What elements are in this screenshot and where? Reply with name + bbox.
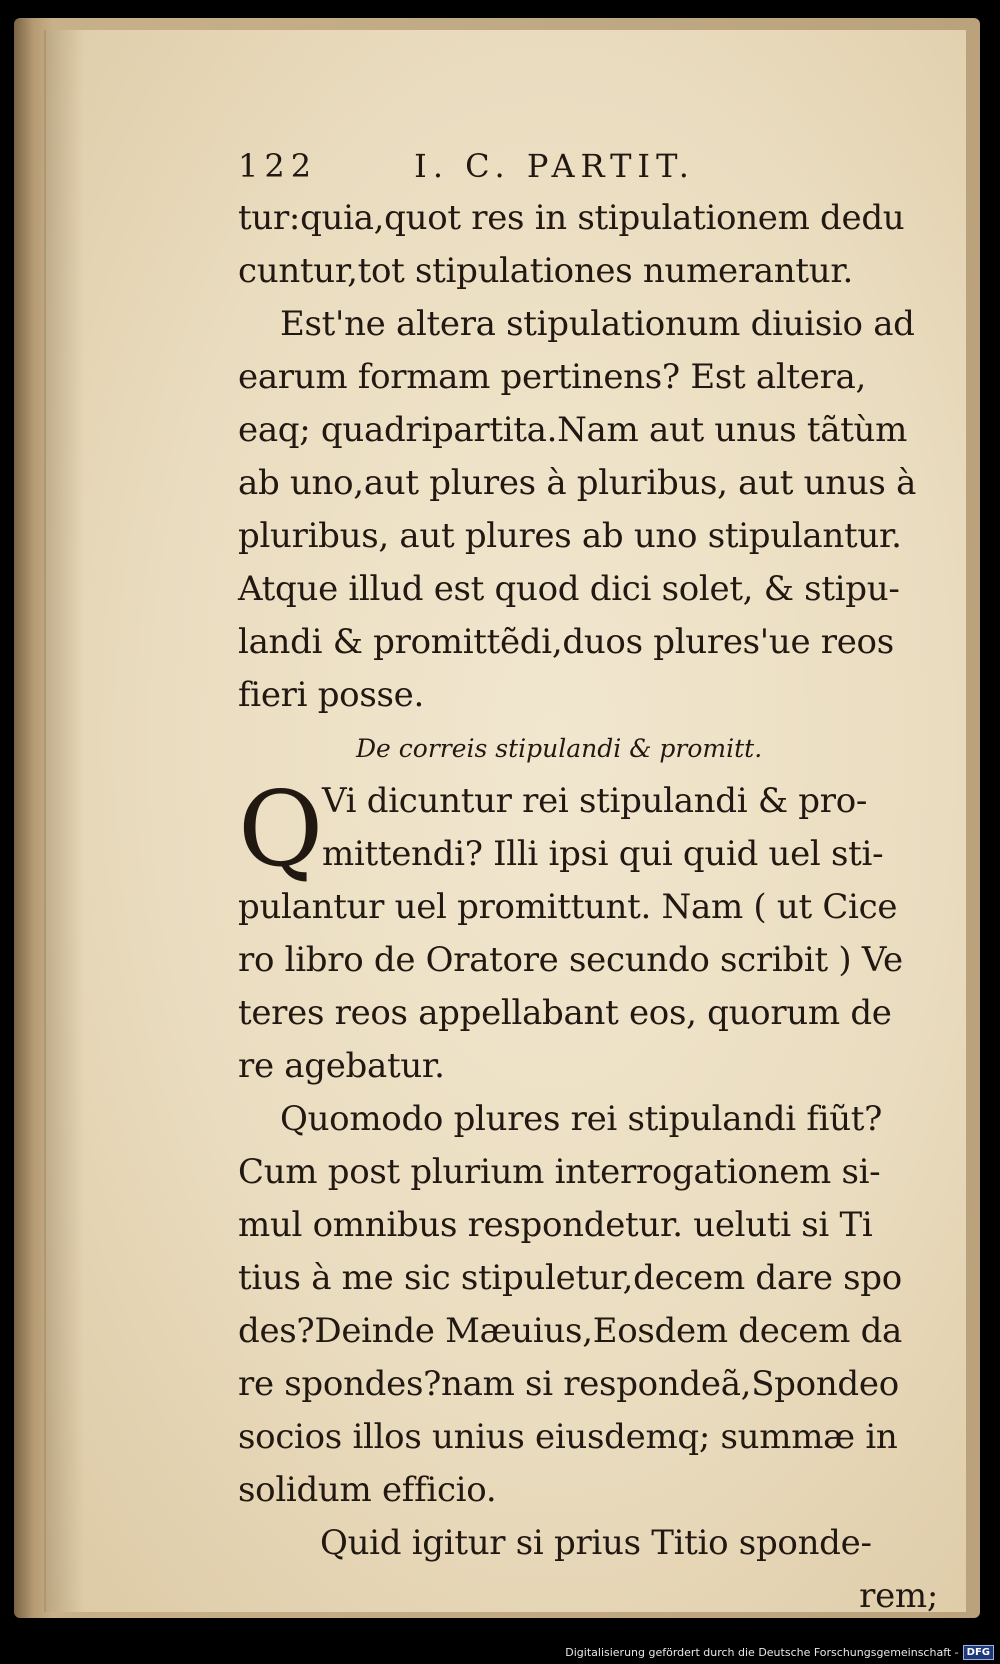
text-line: eaq; quadripartita.Nam aut unus tãtùm xyxy=(238,410,908,450)
text-line: Est'ne altera stipulationum diuisio ad xyxy=(280,304,915,344)
paragraph-2 xyxy=(238,298,944,722)
section-heading: De correis stipulandi & promitt. xyxy=(356,734,763,763)
text-line: Quid igitur si prius Titio sponde- xyxy=(320,1523,872,1563)
text-line: tur:quia,quot res in stipulationem dedu xyxy=(238,198,905,238)
page-number: 122 xyxy=(238,147,318,185)
text-line: Quomodo plures rei stipulandi fiũt? xyxy=(280,1099,883,1139)
running-head xyxy=(238,140,944,192)
running-title: I. C. PARTIT. xyxy=(414,147,695,185)
paragraph-4 xyxy=(238,1093,944,1517)
text-line: ab uno,aut plures à pluribus, aut unus à xyxy=(238,463,917,503)
footer-credit xyxy=(565,1645,994,1660)
drop-capital: Q xyxy=(238,768,324,890)
gutter-shadow xyxy=(44,30,84,1612)
text-line: Cum post plurium interrogationem si- xyxy=(238,1152,881,1192)
funding-notice: Digitalisierung gefördert durch die Deutsche Forschungsgemeinschaft - xyxy=(565,1646,959,1659)
text-line: pluribus, aut plures ab uno stipulantur. xyxy=(238,516,902,556)
text-line: earum formam pertinens? Est altera, xyxy=(238,357,867,397)
text-line: tius à me sic stipuletur,decem dare spo xyxy=(238,1258,902,1298)
dfg-logo-icon: DFG xyxy=(963,1645,994,1660)
text-line: mittendi? Illi ipsi qui quid uel sti- xyxy=(322,834,884,874)
text-line: Atque illud est quod dici solet, & stipu- xyxy=(238,569,900,609)
text-line: solidum efficio. xyxy=(238,1470,497,1510)
text-line: des?Deinde Mæuius,Eosdem decem da xyxy=(238,1311,903,1351)
text-line: mul omnibus respondetur. ueluti si Ti xyxy=(238,1205,873,1245)
catchword: rem; xyxy=(859,1576,938,1616)
text-line: teres reos appellabant eos, quorum de xyxy=(238,993,892,1033)
paragraph-3 xyxy=(238,768,944,1093)
paragraph-5 xyxy=(238,1517,944,1570)
text-line: re agebatur. xyxy=(238,1046,445,1086)
text-line: Vi dicuntur rei stipulandi & pro- xyxy=(322,781,868,821)
text-block xyxy=(238,140,944,1623)
text-line: re spondes?nam si respondeã,Spondeo xyxy=(238,1364,899,1404)
paragraph-1 xyxy=(238,192,944,298)
text-line: fieri posse. xyxy=(238,675,424,715)
text-line: pulantur uel promittunt. Nam ( ut Cice xyxy=(238,887,898,927)
text-line: cuntur,tot stipulationes numerantur. xyxy=(238,251,854,291)
text-line: ro libro de Oratore secundo scribit ) Ve xyxy=(238,940,903,980)
text-line: landi & promittẽdi,duos plures'ue reos xyxy=(238,622,894,662)
text-line: socios illos unius eiusdemq; summæ in xyxy=(238,1417,898,1457)
